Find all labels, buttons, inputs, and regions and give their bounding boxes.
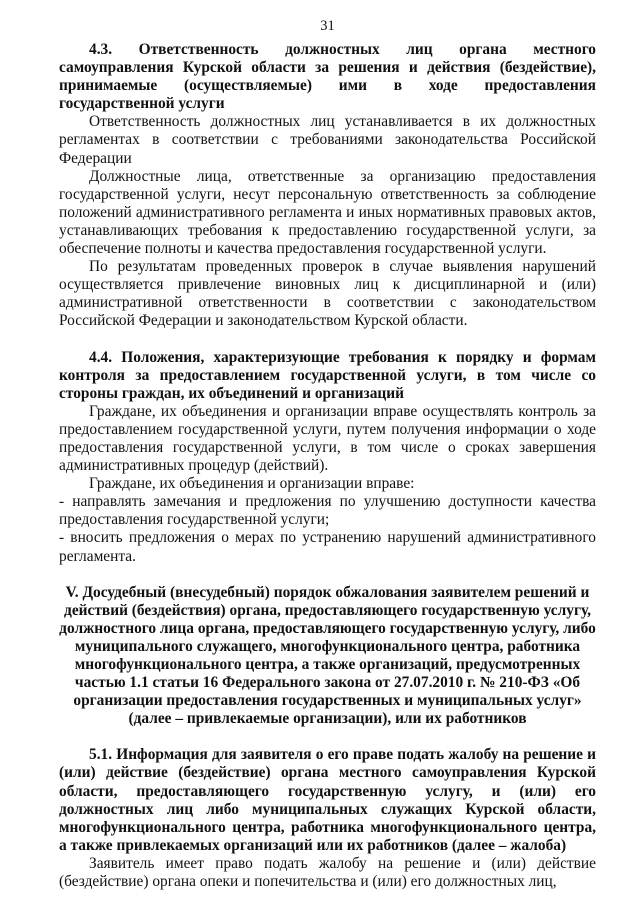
list-item: - направлять замечания и предложения по улучшению доступности качества предоставления государственной услуги; [59, 493, 596, 529]
section-4-4-heading: 4.4. Положения, характеризующие требования к порядку и формам контроля за предоставлением государственной услуги, в том числе со стороны граждан, их объединений и организаций [59, 348, 596, 402]
document-page [59, 0, 596, 891]
list-item: - вносить предложения о мерах по устранению нарушений административного регламента. [59, 529, 596, 565]
section-spacer [59, 566, 596, 584]
section-4-3-heading: 4.3. Ответственность должностных лиц органа местного самоуправления Курской области за решения и действия (бездействие), принимаемые (осуществляемые) ими в ходе предоставления государственной услуги [59, 41, 596, 113]
section-4-3-paragraph-2: Должностные лица, ответственные за организацию предоставления государственной услуги, несут персональную ответственность за соблюдение положений административного регламента и иных нормативных правовых актов, устанавливающих требования к предоставлению государственной услуги, за обеспечение полноты и качества предоставления государственной услуги. [59, 167, 596, 258]
section-5-heading: V. Досудебный (внесудебный) порядок обжалования заявителем решений и действий (бездействия) органа, предоставляющего государственную услугу, должностного лица органа, предоставляющего государственную услугу, либо муниципального служащего, многофункционального центра, работника многофункционального центра, а также организаций, предусмотренных частью 1.1 статьи 16 Федерального закона от 27.07.2010 г. № 210-ФЗ «Об организации предоставления государственных и муниципальных услуг» (далее – привлекаемые организации), или их работников [59, 583, 596, 728]
section-spacer [59, 331, 596, 349]
section-5-1-heading: 5.1. Информация для заявителя о его праве подать жалобу на решение и (или) действие (бездействие) органа местного самоуправления Курской области, предоставляющего государственную услугу, и (или) его должностных лиц либо муниципальных служащих Курской области, многофункционального центра, работника многофункционального центра, а также привлекаемых организаций или их работников (далее – жалоба) [59, 746, 596, 854]
section-4-4-paragraph-1: Граждане, их объединения и организации вправе осуществлять контроль за предоставлением государственной услуги, путем получения информации о ходе предоставления государственной услуги, в том числе о сроках завершения административных процедур (действий). [59, 402, 596, 475]
page-number: 31 [320, 18, 335, 34]
section-4-4-paragraph-2: Граждане, их объединения и организации вправе: [89, 475, 415, 493]
section-spacer [59, 728, 596, 746]
section-4-3-paragraph-3: По результатам проведенных проверок в случае выявления нарушений осуществляется привлечение виновных лиц к дисциплинарной и (или) административной ответственности в соответствии с законодательством Российской Федерации и законодательством Курской области. [59, 258, 596, 330]
section-4-3-paragraph-1: Ответственность должностных лиц устанавливается в их должностных регламентах в соответствии с требованиями законодательства Российской Федерации [59, 113, 596, 167]
section-5-1-paragraph: Заявитель имеет право подать жалобу на решение и (или) действие (бездействие) органа опеки и попечительства и (или) его должностных лиц, [59, 854, 596, 891]
